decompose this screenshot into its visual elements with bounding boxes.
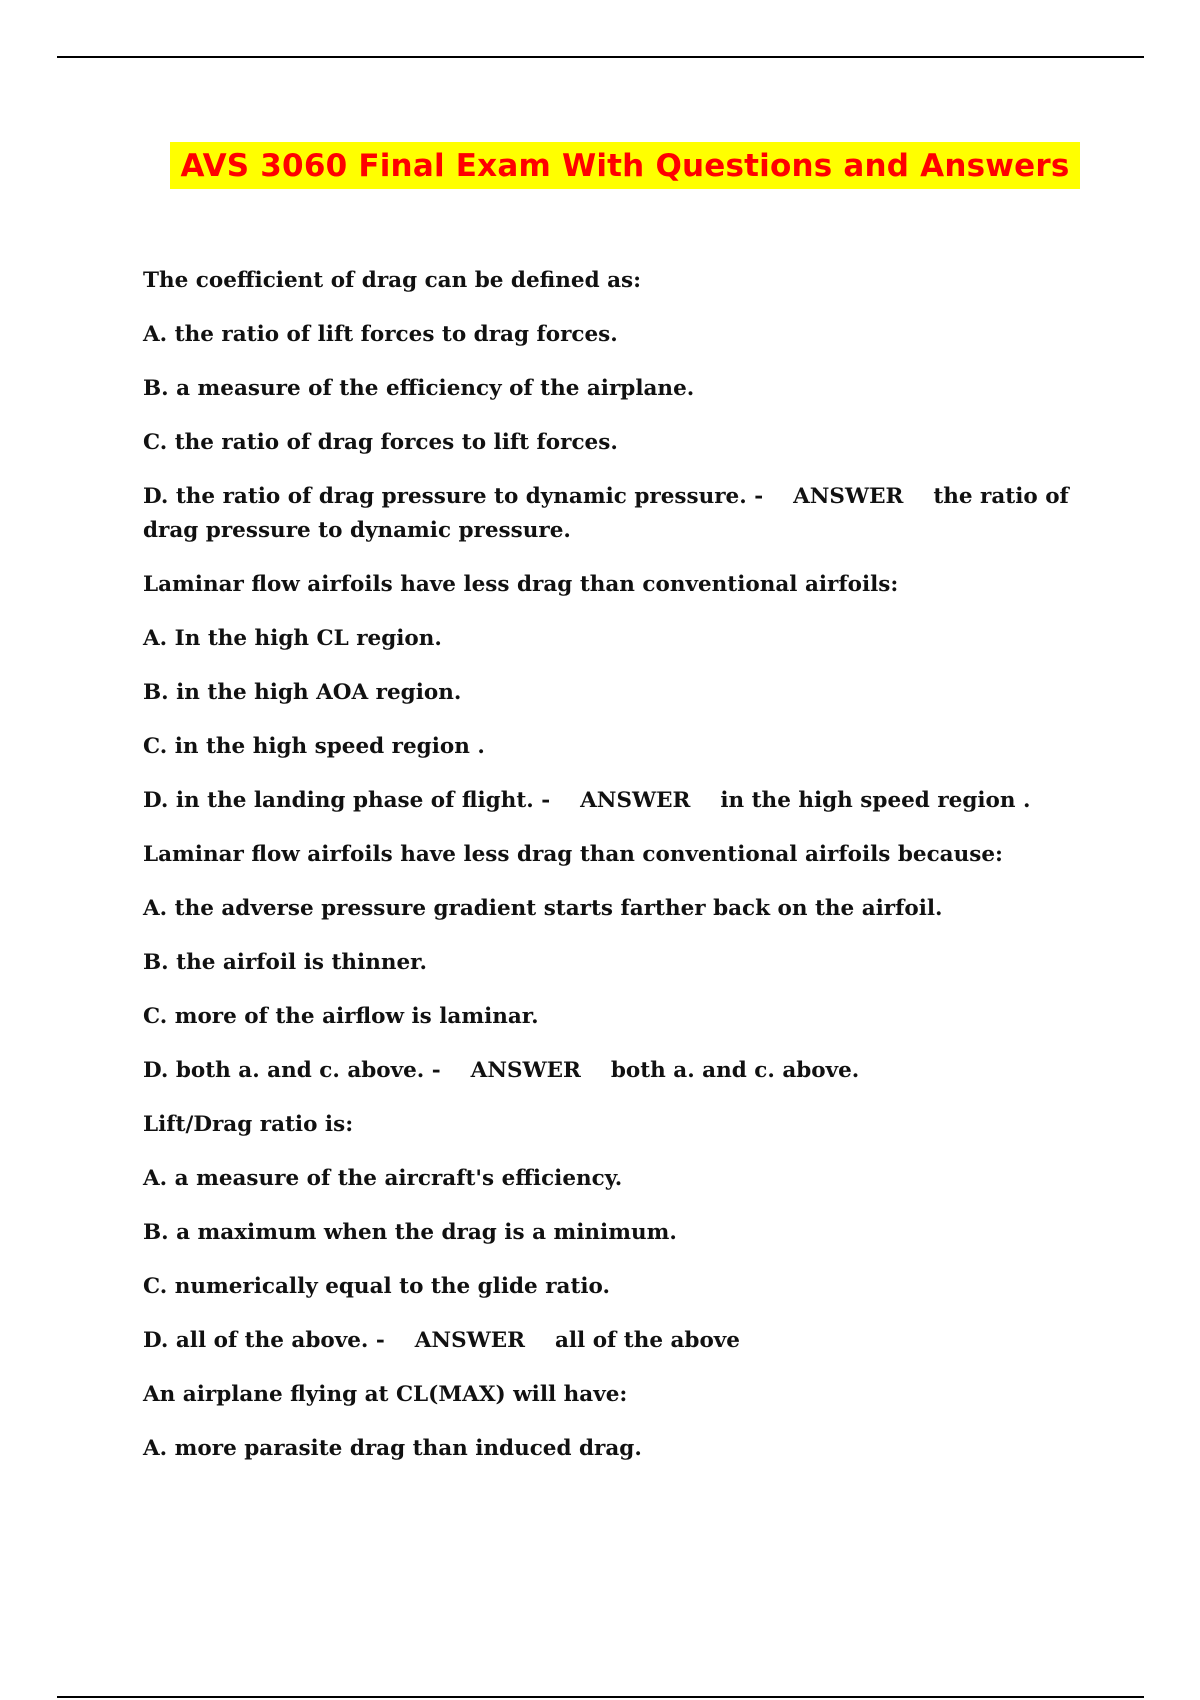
answer-option: C. the ratio of drag forces to lift forces. xyxy=(143,430,618,455)
answer-option: B. a measure of the efficiency of the airplane. xyxy=(143,376,695,401)
answer-option: D. the ratio of drag pressure to dynamic pressure. - xyxy=(143,484,764,509)
answer-label: ANSWER xyxy=(580,788,691,813)
answer-label: ANSWER xyxy=(414,1328,525,1353)
top-rule xyxy=(57,56,1144,58)
answer-option-with-answer xyxy=(143,480,1083,548)
answer-label: ANSWER xyxy=(470,1058,581,1083)
answer-option: C. more of the airflow is laminar. xyxy=(143,1004,539,1029)
answer-option: A. the adverse pressure gradient starts farther back on the airfoil. xyxy=(143,896,943,921)
question-stem: Laminar flow airfoils have less drag than conventional airfoils: xyxy=(143,572,899,597)
answer-option: A. more parasite drag than induced drag. xyxy=(143,1436,642,1461)
answer-option: D. all of the above. - xyxy=(143,1328,385,1353)
answer-option: B. in the high AOA region. xyxy=(143,680,462,705)
question-stem: Lift/Drag ratio is: xyxy=(143,1112,354,1137)
answer-option: A. the ratio of lift forces to drag forces. xyxy=(143,322,618,347)
answer-label: ANSWER xyxy=(793,484,904,509)
answer-option: D. both a. and c. above. - xyxy=(143,1058,441,1083)
answer-text: both a. and c. above. xyxy=(610,1058,860,1083)
answer-text: all of the above xyxy=(554,1328,740,1353)
answer-text: in the high speed region . xyxy=(720,788,1031,813)
answer-option: D. in the landing phase of flight. - xyxy=(143,788,551,813)
question-stem: An airplane flying at CL(MAX) will have: xyxy=(143,1382,628,1407)
bottom-rule xyxy=(57,1696,1144,1698)
title-highlight xyxy=(170,142,1080,189)
document-title: AVS 3060 Final Exam With Questions and Answers xyxy=(180,147,1070,184)
answer-option-with-answer xyxy=(143,784,1083,818)
answer-option: C. numerically equal to the glide ratio. xyxy=(143,1274,611,1299)
answer-option: B. a maximum when the drag is a minimum. xyxy=(143,1220,677,1245)
answer-option: A. In the high CL region. xyxy=(143,626,442,651)
answer-option: A. a measure of the aircraft's efficiency. xyxy=(143,1166,623,1191)
answer-option: B. the airfoil is thinner. xyxy=(143,950,427,975)
answer-text: the ratio of drag pressure to dynamic pressure. xyxy=(143,484,1077,543)
question-stem: Laminar flow airfoils have less drag than conventional airfoils because: xyxy=(143,842,1003,867)
answer-option-with-answer xyxy=(143,1324,1083,1358)
answer-option: C. in the high speed region . xyxy=(143,734,485,759)
question-list xyxy=(143,264,1083,1486)
answer-option-with-answer xyxy=(143,1054,1083,1088)
question-stem: The coefficient of drag can be defined as: xyxy=(143,268,642,293)
